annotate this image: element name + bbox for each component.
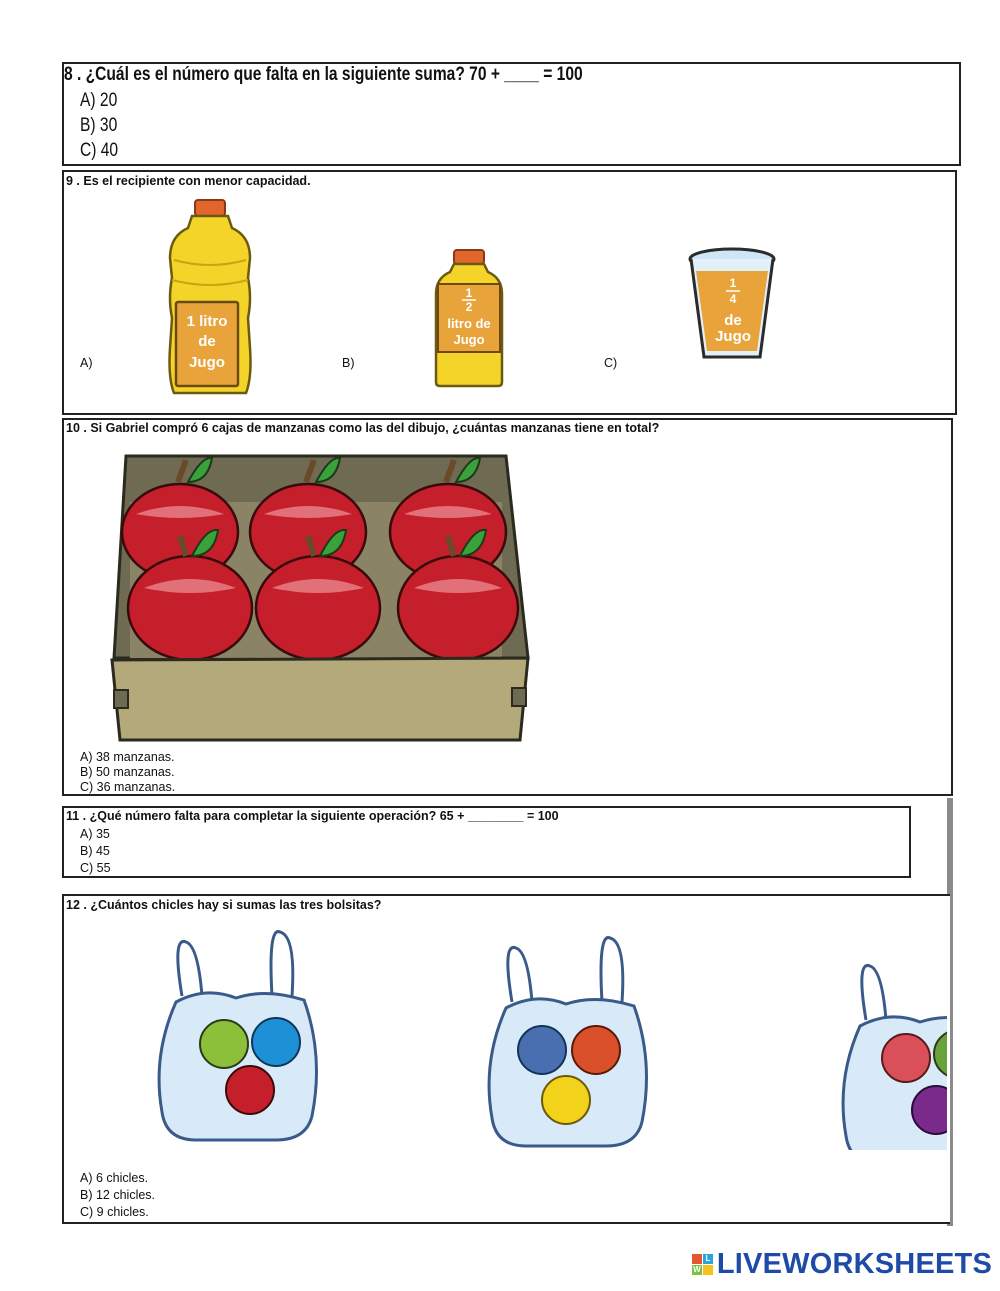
question-11-option-c[interactable]: C) 55 [80,861,111,875]
question-11-option-b[interactable]: B) 45 [80,844,110,858]
question-10-text: 10 . Si Gabriel compró 6 cajas de manzanas como las del dibujo, ¿cuántas manzanas tiene en total? [66,421,660,435]
bottle-a-label-line1: 1 litro [186,313,228,330]
bottle-b-numerator: 1 [465,286,473,300]
question-9-option-a[interactable]: A) [80,356,93,370]
apple-box-image [108,452,532,744]
glass-c-numerator: 1 [729,276,737,290]
liveworksheets-logo [692,1248,992,1281]
one-liter-juice-bottle-image[interactable] [160,198,260,398]
question-10-option-a[interactable]: A) 38 manzanas. [80,750,175,764]
glass-c-label-line1: de [724,312,742,329]
glass-c-denominator: 4 [729,292,737,306]
bottle-b-label-line1: litro de [447,316,491,331]
quarter-liter-juice-glass-image[interactable] [686,245,780,363]
question-9-option-c[interactable]: C) [604,356,618,370]
bottle-b-label-line2: Jugo [453,332,485,347]
question-11-text: 11 . ¿Qué número falta para completar la siguiente operación? 65 + ________ = 100 [66,809,559,823]
question-10-option-c[interactable]: C) 36 manzanas. [80,780,176,794]
bottle-a-label-line3: Jugo [189,354,225,371]
gum-bag-3-image [840,950,947,1150]
glass-c-label-line2: Jugo [715,328,751,345]
question-9-text: 9 . Es el recipiente con menor capacidad. [66,174,311,188]
question-9-option-b[interactable]: B) [342,356,355,370]
question-8-text: 8 . ¿Cuál es el número que falta en la siguiente suma? 70 + ____ = 100 [64,64,583,85]
question-12-option-c[interactable]: C) 9 chicles. [80,1205,149,1219]
liveworksheets-logo-icon: L W [692,1254,713,1275]
gum-bag-3-clip [840,950,947,1150]
liveworksheets-logo-text: LIVEWORKSHEETS [716,1248,992,1280]
question-12-option-a[interactable]: A) 6 chicles. [80,1171,149,1185]
question-8-option-b[interactable]: B) 30 [80,115,118,136]
gum-bag-1-image [156,926,322,1154]
bottle-a-label-line2: de [198,333,216,350]
gum-bag-2-image [486,932,652,1160]
question-8-option-c[interactable]: C) 40 [80,140,119,161]
half-liter-juice-bottle-image[interactable] [432,248,508,388]
question-12-option-b[interactable]: B) 12 chicles. [80,1188,156,1202]
question-8-option-a[interactable]: A) 20 [80,90,118,111]
question-12-text: 12 . ¿Cuántos chicles hay si sumas las tres bolsitas? [66,898,382,912]
question-11-option-a[interactable]: A) 35 [80,827,110,841]
bottle-b-denominator: 2 [465,300,473,314]
question-10-option-b[interactable]: B) 50 manzanas. [80,765,175,779]
